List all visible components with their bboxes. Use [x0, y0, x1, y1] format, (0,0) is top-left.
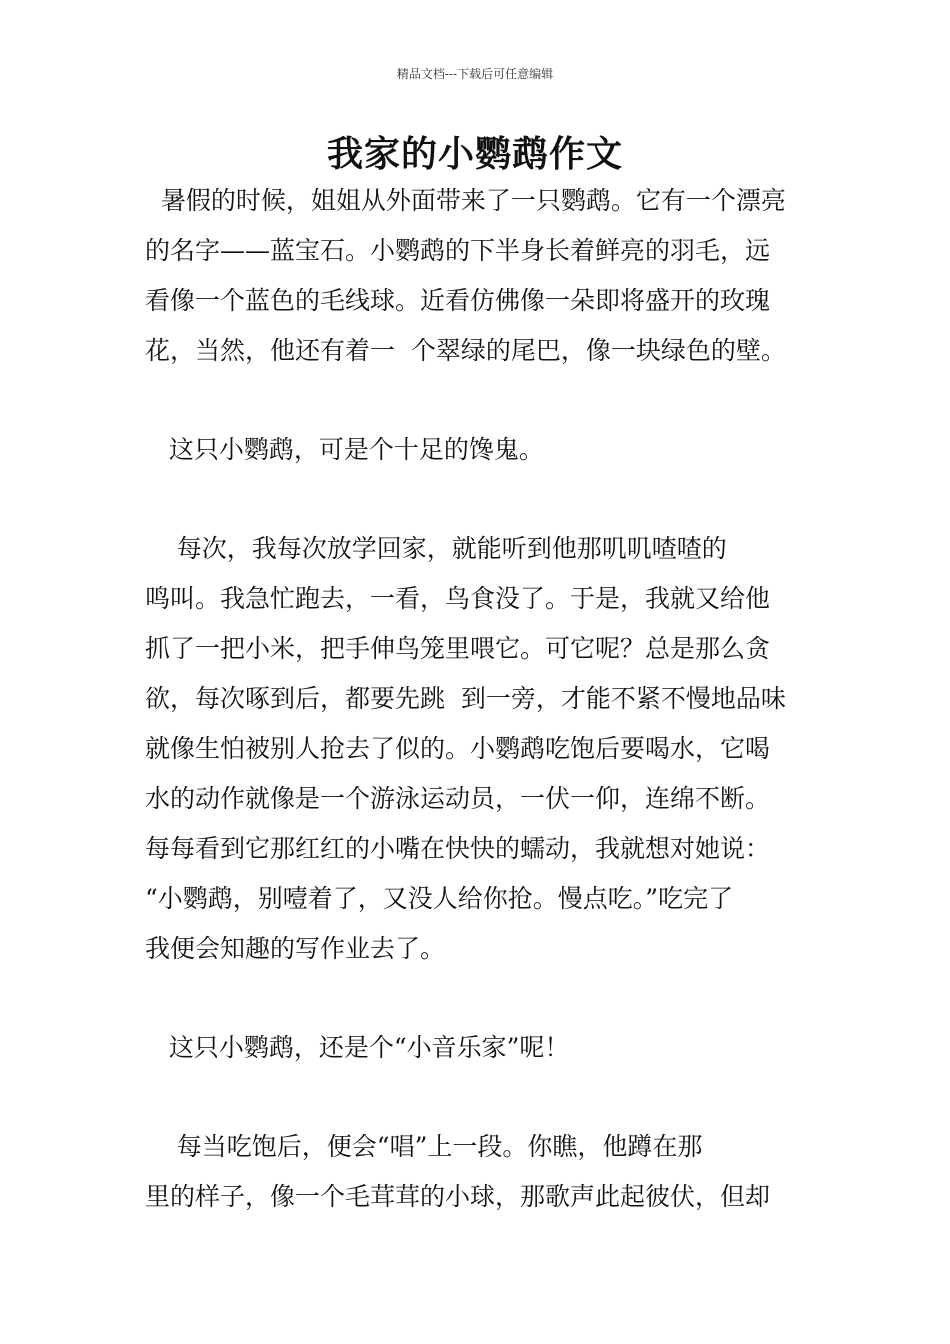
- text-line: 看像一个蓝色的毛线球。近看仿佛像一朵即将盛开的玫瑰: [145, 286, 771, 315]
- text-line: 水的动作就像是一个游泳运动员，一伏一仰，连绵不断。: [145, 784, 771, 813]
- text-line: 这只小鹦鹉，还是个“小音乐家”呢！: [145, 1033, 570, 1062]
- text-line: 我便会知趣的写作业去了。: [145, 934, 446, 963]
- text-line: 每次，我每次放学回家，就能听到他那叽叽喳喳的: [145, 534, 727, 563]
- text-line: 每当吃饱后，便会“唱”上一段。你瞧，他蹲在那: [145, 1132, 703, 1161]
- text-line: 欲，每次啄到后，都要先跳 到一旁，才能不紧不慢地品味: [145, 684, 786, 713]
- text-line: 抓了一把小米，把手伸鸟笼里喂它。可它呢？总是那么贪: [145, 634, 771, 663]
- text-line: 暑假的时候，姐姐从外面带来了一只鹦鹉。它有一个漂亮: [145, 186, 786, 215]
- essay-title: 我家的小鹦鹉作文: [326, 133, 623, 175]
- text-line: 就像生怕被别人抢去了似的。小鹦鹉吃饱后要喝水，它喝: [145, 734, 771, 763]
- document-header-note: 精品文档---下载后可任意编辑: [396, 67, 554, 81]
- text-line: 这只小鹦鹉，可是个十足的馋鬼。: [145, 435, 544, 464]
- text-line: 每每看到它那红红的小嘴在快快的蠕动，我就想对她说：: [145, 834, 771, 863]
- text-line: 里的样子，像一个毛茸茸的小球，那歌声此起彼伏，但却: [145, 1182, 771, 1211]
- text-line: 花，当然，他还有着一 个翠绿的尾巴，像一块绿色的壁。: [145, 336, 786, 365]
- text-line: 鸣叫。我急忙跑去，一看，鸟食没了。于是，我就又给他: [145, 584, 771, 613]
- text-line: 的名字——蓝宝石。小鹦鹉的下半身长着鲜亮的羽毛，远: [145, 236, 771, 265]
- text-line: “小鹦鹉，别噎着了，又没人给你抢。慢点吃。”吃完了: [145, 884, 734, 913]
